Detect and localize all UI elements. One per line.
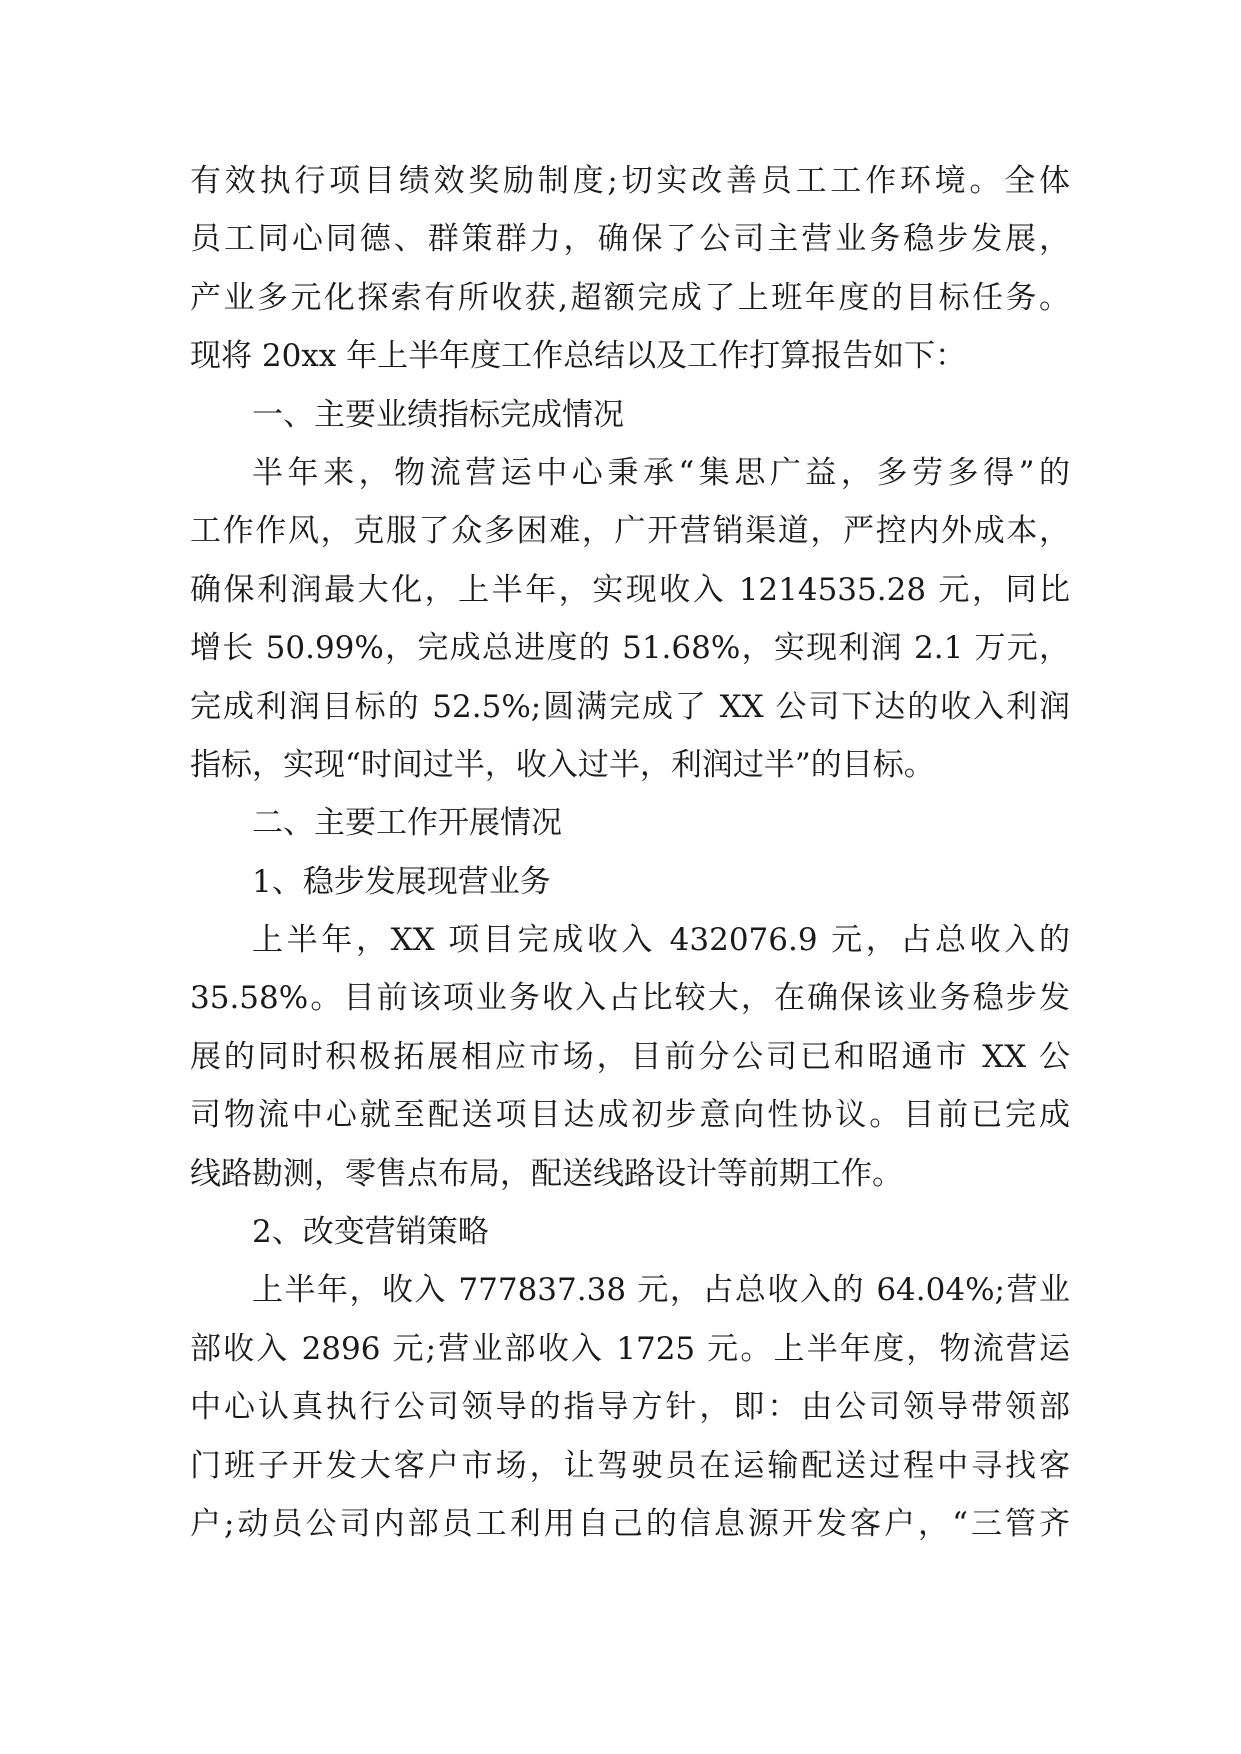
section-heading: 二、主要工作开展情况 bbox=[252, 805, 562, 842]
subsection-heading: 1、稳步发展现营业务 bbox=[252, 863, 551, 900]
text-line: 工作作风，克服了众多困难，广开营销渠道，严控内外成本， bbox=[190, 513, 1070, 550]
text-line: 产业多元化探索有所收获,超额完成了上班年度的目标任务。 bbox=[190, 279, 1070, 316]
text-line: 现将 20xx 年上半年度工作总结以及工作打算报告如下： bbox=[190, 338, 967, 375]
text-line: 展的同时积极拓展相应市场，目前分公司已和昭通市 XX 公 bbox=[190, 1038, 1070, 1075]
text-line: 户;动员公司内部员工利用自己的信息源开发客户，“三管齐 bbox=[190, 1505, 1070, 1542]
text-line: 增长 50.99%，完成总进度的 51.68%，实现利润 2.1 万元， bbox=[190, 630, 1070, 667]
text-line: 半年来，物流营运中心秉承“集思广益，多劳多得”的 bbox=[252, 454, 1070, 491]
text-line: 上半年，收入 777837.38 元，占总收入的 64.04%;营业 bbox=[252, 1272, 1070, 1309]
text-line: 确保利润最大化，上半年，实现收入 1214535.28 元，同比 bbox=[190, 571, 1070, 608]
text-line: 有效执行项目绩效奖励制度;切实改善员工工作环境。全体 bbox=[190, 163, 1070, 199]
text-line: 中心认真执行公司领导的指导方针，即：由公司领导带领部 bbox=[190, 1389, 1070, 1426]
text-line: 门班子开发大客户市场，让驾驶员在运输配送过程中寻找客 bbox=[190, 1447, 1070, 1484]
text-line: 线路勘测，零售点布局，配送线路设计等前期工作。 bbox=[190, 1155, 903, 1192]
text-line: 司物流中心就至配送项目达成初步意向性协议。目前已完成 bbox=[190, 1097, 1070, 1134]
document-body bbox=[190, 152, 1070, 1553]
text-line: 指标，实现“时间过半，收入过半，利润过半”的目标。 bbox=[190, 746, 935, 783]
text-line: 上半年，XX 项目完成收入 432076.9 元，占总收入的 bbox=[252, 922, 1070, 959]
text-line: 完成利润目标的 52.5%;圆满完成了 XX 公司下达的收入利润 bbox=[190, 688, 1070, 725]
text-line: 员工同心同德、群策群力，确保了公司主营业务稳步发展， bbox=[190, 221, 1070, 258]
subsection-heading: 2、改变营销策略 bbox=[252, 1214, 489, 1251]
text-line: 35.58%。目前该项业务收入占比较大，在确保该业务稳步发 bbox=[190, 980, 1070, 1017]
section-heading: 一、主要业绩指标完成情况 bbox=[252, 396, 624, 433]
text-line: 部收入 2896 元;营业部收入 1725 元。上半年度，物流营运 bbox=[190, 1330, 1070, 1367]
